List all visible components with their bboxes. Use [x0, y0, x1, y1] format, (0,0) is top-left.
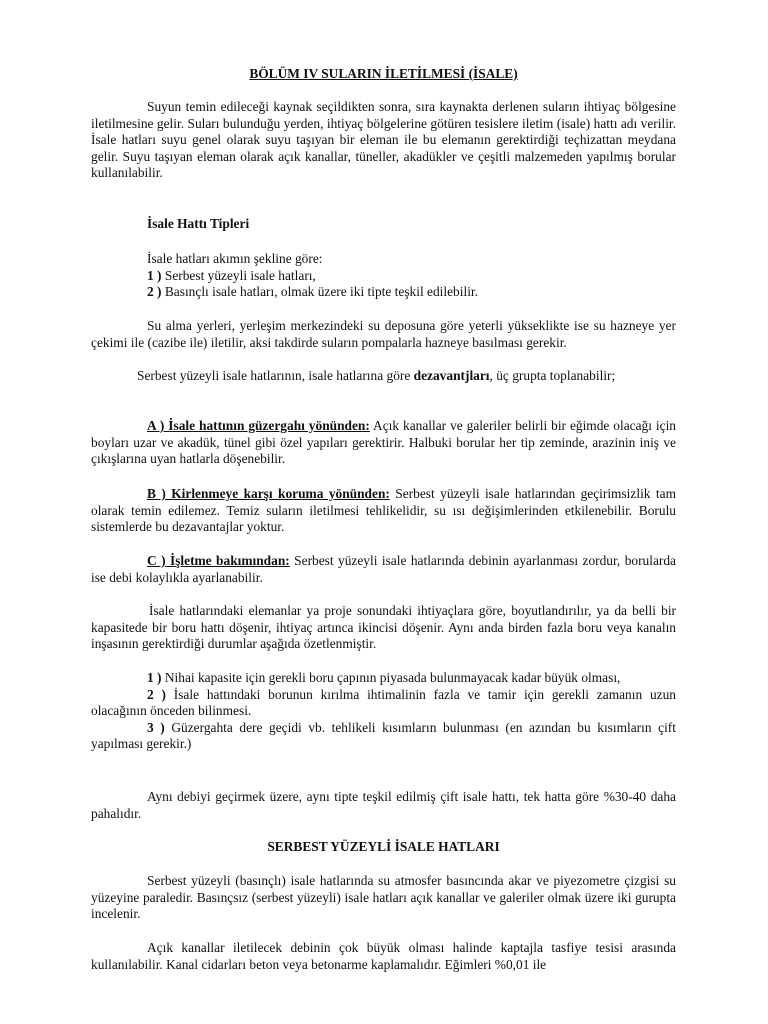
list-item-text: Güzergahta dere geçidi vb. tehlikeli kısımların bulunması (en azından bu kısımların çift yapılması gerekir.): [91, 719, 676, 752]
cases-list: [91, 670, 676, 753]
list-item-number: 2 ): [147, 686, 166, 702]
section-a-paragraph: [91, 418, 676, 468]
list-item: [91, 268, 676, 285]
cost-paragraph: Aynı debiyi geçirmek üzere, aynı tipte teşkil edilmiş çift isale hattı, tek hatta göre %30-40 daha pahalıdır.: [91, 789, 676, 821]
list-item-text: Nihai kapasite için gerekli boru çapının piyasada bulunmayacak kadar büyük olması,: [164, 670, 621, 685]
section-b-text: Serbest yüzeyli isale hatlarından geçirimsizlik tam olarak temin edilemez. Temiz suların iletilmesi tehlikelidir, su ısı değişimlerinden etkilenebilir. Borulu sistemlerde bu dezavantajlar yoktur.: [91, 486, 676, 535]
disadvantage-keyword: dezavantjları: [413, 368, 490, 383]
types-heading: İsale Hattı Tipleri: [147, 216, 250, 231]
list-item-text: Basınçlı isale hatları, olmak üzere iki tipte teşkil edilebilir.: [164, 284, 478, 300]
list-item: [91, 670, 676, 687]
types-list: [91, 251, 676, 301]
section-b-paragraph: [91, 486, 676, 536]
list-item-text: Serbest yüzeyli isale hatları,: [164, 267, 316, 283]
section-a-text: Açık kanallar ve galeriler belirli bir eğimde olacağı için boyları uzar ve akadük, tünel gibi özel yapıları gerektirir. Halbuki borular her tip zeminde, arazinin iniş ve çıkışlarına uyan hatlarla döşenebilir.: [91, 418, 676, 467]
list-item: [91, 720, 676, 753]
section-a-label: A ) İsale hattının güzergahı yönünden:: [147, 418, 370, 433]
types-lead: İsale hatları akımın şekline göre:: [147, 251, 323, 266]
section-c-text: Serbest yüzeyli isale hatlarında debinin ayarlanması zordur, borularda ise debi kolaylıkla ayarlanabilir.: [91, 553, 676, 585]
section-heading: SERBEST YÜZEYLİ İSALE HATLARI: [267, 839, 500, 854]
elements-paragraph: İsale hatlarındaki elemanlar ya proje sonundaki ihtiyaçlara göre, boyutlandırılır, ya da belli bir kapasitede bir boru hattı döşenir, ihtiyaç artınca ikincisi döşenir. Aynı anda birden fazla boru veya kanalın inşasının gerektirdiği durumlar aşağıda özetlenmiştir.: [91, 603, 676, 652]
page-title: BÖLÜM IV SULARIN İLETİLMESİ (İSALE): [249, 66, 518, 81]
free-surface-paragraph: Serbest yüzeyli (basınçlı) isale hatlarında su atmosfer basıncında akar ve piyezometre çizgisi su yüzeyine paraledir. Basınçsız (serbest yüzeyli) isale hatları açık kanallar ve galeriler olmak üzere iki gurupta incelenir.: [91, 873, 676, 922]
section-c-paragraph: [91, 553, 676, 586]
list-item: [91, 687, 676, 720]
list-item-number: 1 ): [147, 670, 162, 685]
open-channel-paragraph: Açık kanallar iletilecek debinin çok büyük olması halinde kaptajla tasfiye tesisi arasında kullanılabilir. Kanal cidarları beton veya betonarme kaplamalıdır. Eğimleri %0,01 ile: [91, 940, 676, 972]
list-item-text: İsale hattındaki borunun kırılma ihtimalinin fazla ve tamir için gerekli zamanın uzun olacağının önceden bilinmesi.: [91, 686, 676, 719]
disadvantage-text-end: , üç grupta toplanabilir;: [489, 368, 616, 383]
list-item-number: 3 ): [147, 719, 165, 735]
section-c-label: C ) İşletme bakımından:: [147, 553, 290, 568]
section-b-label: B ) Kirlenmeye karşı koruma yönünden:: [147, 486, 390, 501]
list-item-number: 1 ): [147, 267, 162, 283]
water-intake-paragraph: Su alma yerleri, yerleşim merkezindeki su deposuna göre yeterli yükseklikte ise su hazneye yer çekimi ile (cazibe ile) iletilir, aksi takdirde suların pompalarla hazneye basılması gerekir.: [91, 318, 676, 350]
list-item-number: 2 ): [147, 284, 162, 300]
list-item: [91, 284, 676, 301]
disadvantage-paragraph: [91, 368, 676, 385]
disadvantage-text: Serbest yüzeyli isale hatlarının, isale hatlarına göre: [137, 368, 411, 383]
intro-paragraph: Suyun temin edileceği kaynak seçildikten sonra, sıra kaynakta derlenen suların ihtiyaç bölgesine iletilmesine gelir. Suları bulunduğu yerden, ihtiyaç bölgelerine götüren tesislere iletim (isale) hattı adı verilir. İsale hatları suyu genel olarak suyu taşıyan bir eleman ile bu elemanın gerektirdiği teçhizattan meydana gelir. Suyu taşıyan eleman olarak açık kanallar, tüneller, akadükler ve çeşitli malzemeden yapılmış borular kullanılabilir.: [91, 99, 676, 181]
